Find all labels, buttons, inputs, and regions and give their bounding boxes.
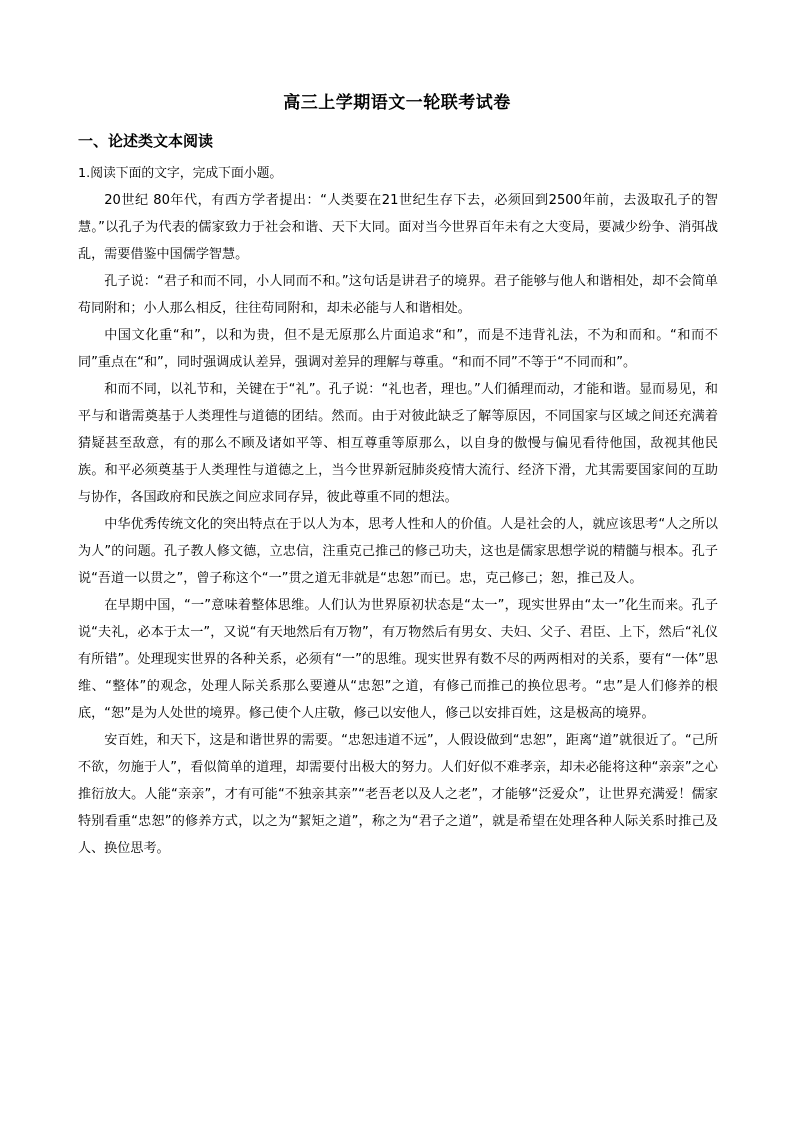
paragraph: 和而不同，以礼节和，关键在于“礼”。孔子说：“礼也者，理也。”人们循理而动，才能和谐。显而易见，和平与和谐需奠基于人类理性与道德的团结。然而。由于对彼此缺乏了解等原因，不同国家与区域之间还充满着猜疑甚至敌意，有的那么不顾及诸如平等、相互尊重等原那么，以自身的傲慢与偏见看待他国，敌视其他民族。和平必须奠基于人类理性与道德之上，当今世界新冠肺炎疫情大流行、经济下滑，尤其需要国家间的互助与协作，各国政府和民族之间应求同存异，彼此尊重不同的想法。	[78, 382, 718, 505]
question-instruction: 1.阅读下面的文字，完成下面小题。	[78, 166, 283, 181]
paragraph: 中国文化重“和”，以和为贵，但不是无原那么片面追求“和”，而是不违背礼法，不为和而和。“和而不同”重点在“和”，同时强调成认差异，强调对差异的理解与尊重。“和而不同”不等于“不同而和”。	[78, 328, 718, 370]
paragraph: 在早期中国，“一”意味着整体思维。人们认为世界原初状态是“太一”，现实世界由“太一”化生而来。孔子说“夫礼，必本于太一”，又说“有天地然后有万物”，有万物然后有男女、夫妇、父子、君臣、上下，然后“礼仪有所错”。处理现实世界的各种关系，必须有“一”的思维。现实世界有数不尽的两两相对的关系，要有“一体”思维、“整体”的观念，处理人际关系那么要遵从“忠恕”之道，有修己而推己的换位思考。“忠”是人们修养的根底，“恕”是为人处世的境界。修己使个人庄敬，修己以安他人，修己以安排百姓，这是极高的境界。	[78, 598, 718, 721]
paragraph: 中华优秀传统文化的突出特点在于以人为本，思考人性和人的价值。人是社会的人，就应该思考“人之所以为人”的问题。孔子教人修文德，立忠信，注重克己推己的修己功夫，这也是儒家思想学说的精髓与根本。孔子说“吾道一以贯之”，曾子称这个“一”贯之道无非就是“忠恕”而已。忠，克己修己；恕，推己及人。	[78, 517, 718, 586]
reading-passage	[78, 187, 718, 862]
page-title: 高三上学期语文一轮联考试卷	[283, 93, 511, 113]
paragraph: 20世纪 80年代，有西方学者提出：“人类要在21世纪生存下去，必须回到2500年前，去汲取孔子的智慧。”以孔子为代表的儒家致力于社会和谐、天下大同。面对当今世界百年未有之大变局，要减少纷争、消弭战乱，需要借鉴中国儒学智慧。	[78, 193, 718, 262]
paragraph: 安百姓，和天下，这是和谐世界的需要。“忠恕违道不远”，人假设做到“忠恕”，距离“道”就很近了。“己所不欲，勿施于人”，看似简单的道理，却需要付出极大的努力。人们好似不难孝亲，却未必能将这种“亲亲”之心推衍放大。人能“亲亲”，才有可能“不独亲其亲”“老吾老以及人之老”，才能够“泛爱众”，让世界充满爱！儒家特别看重“忠恕”的修养方式，以之为“絜矩之道”，称之为“君子之道”，就是希望在处理各种人际关系时推己及人、换位思考。	[78, 733, 718, 856]
section-heading: 一、论述类文本阅读	[78, 132, 214, 150]
paragraph: 孔子说：“君子和而不同，小人同而不和。”这句话是讲君子的境界。君子能够与他人和谐相处，却不会简单苟同附和；小人那么相反，往往苟同附和，却未必能与人和谐相处。	[78, 274, 718, 316]
